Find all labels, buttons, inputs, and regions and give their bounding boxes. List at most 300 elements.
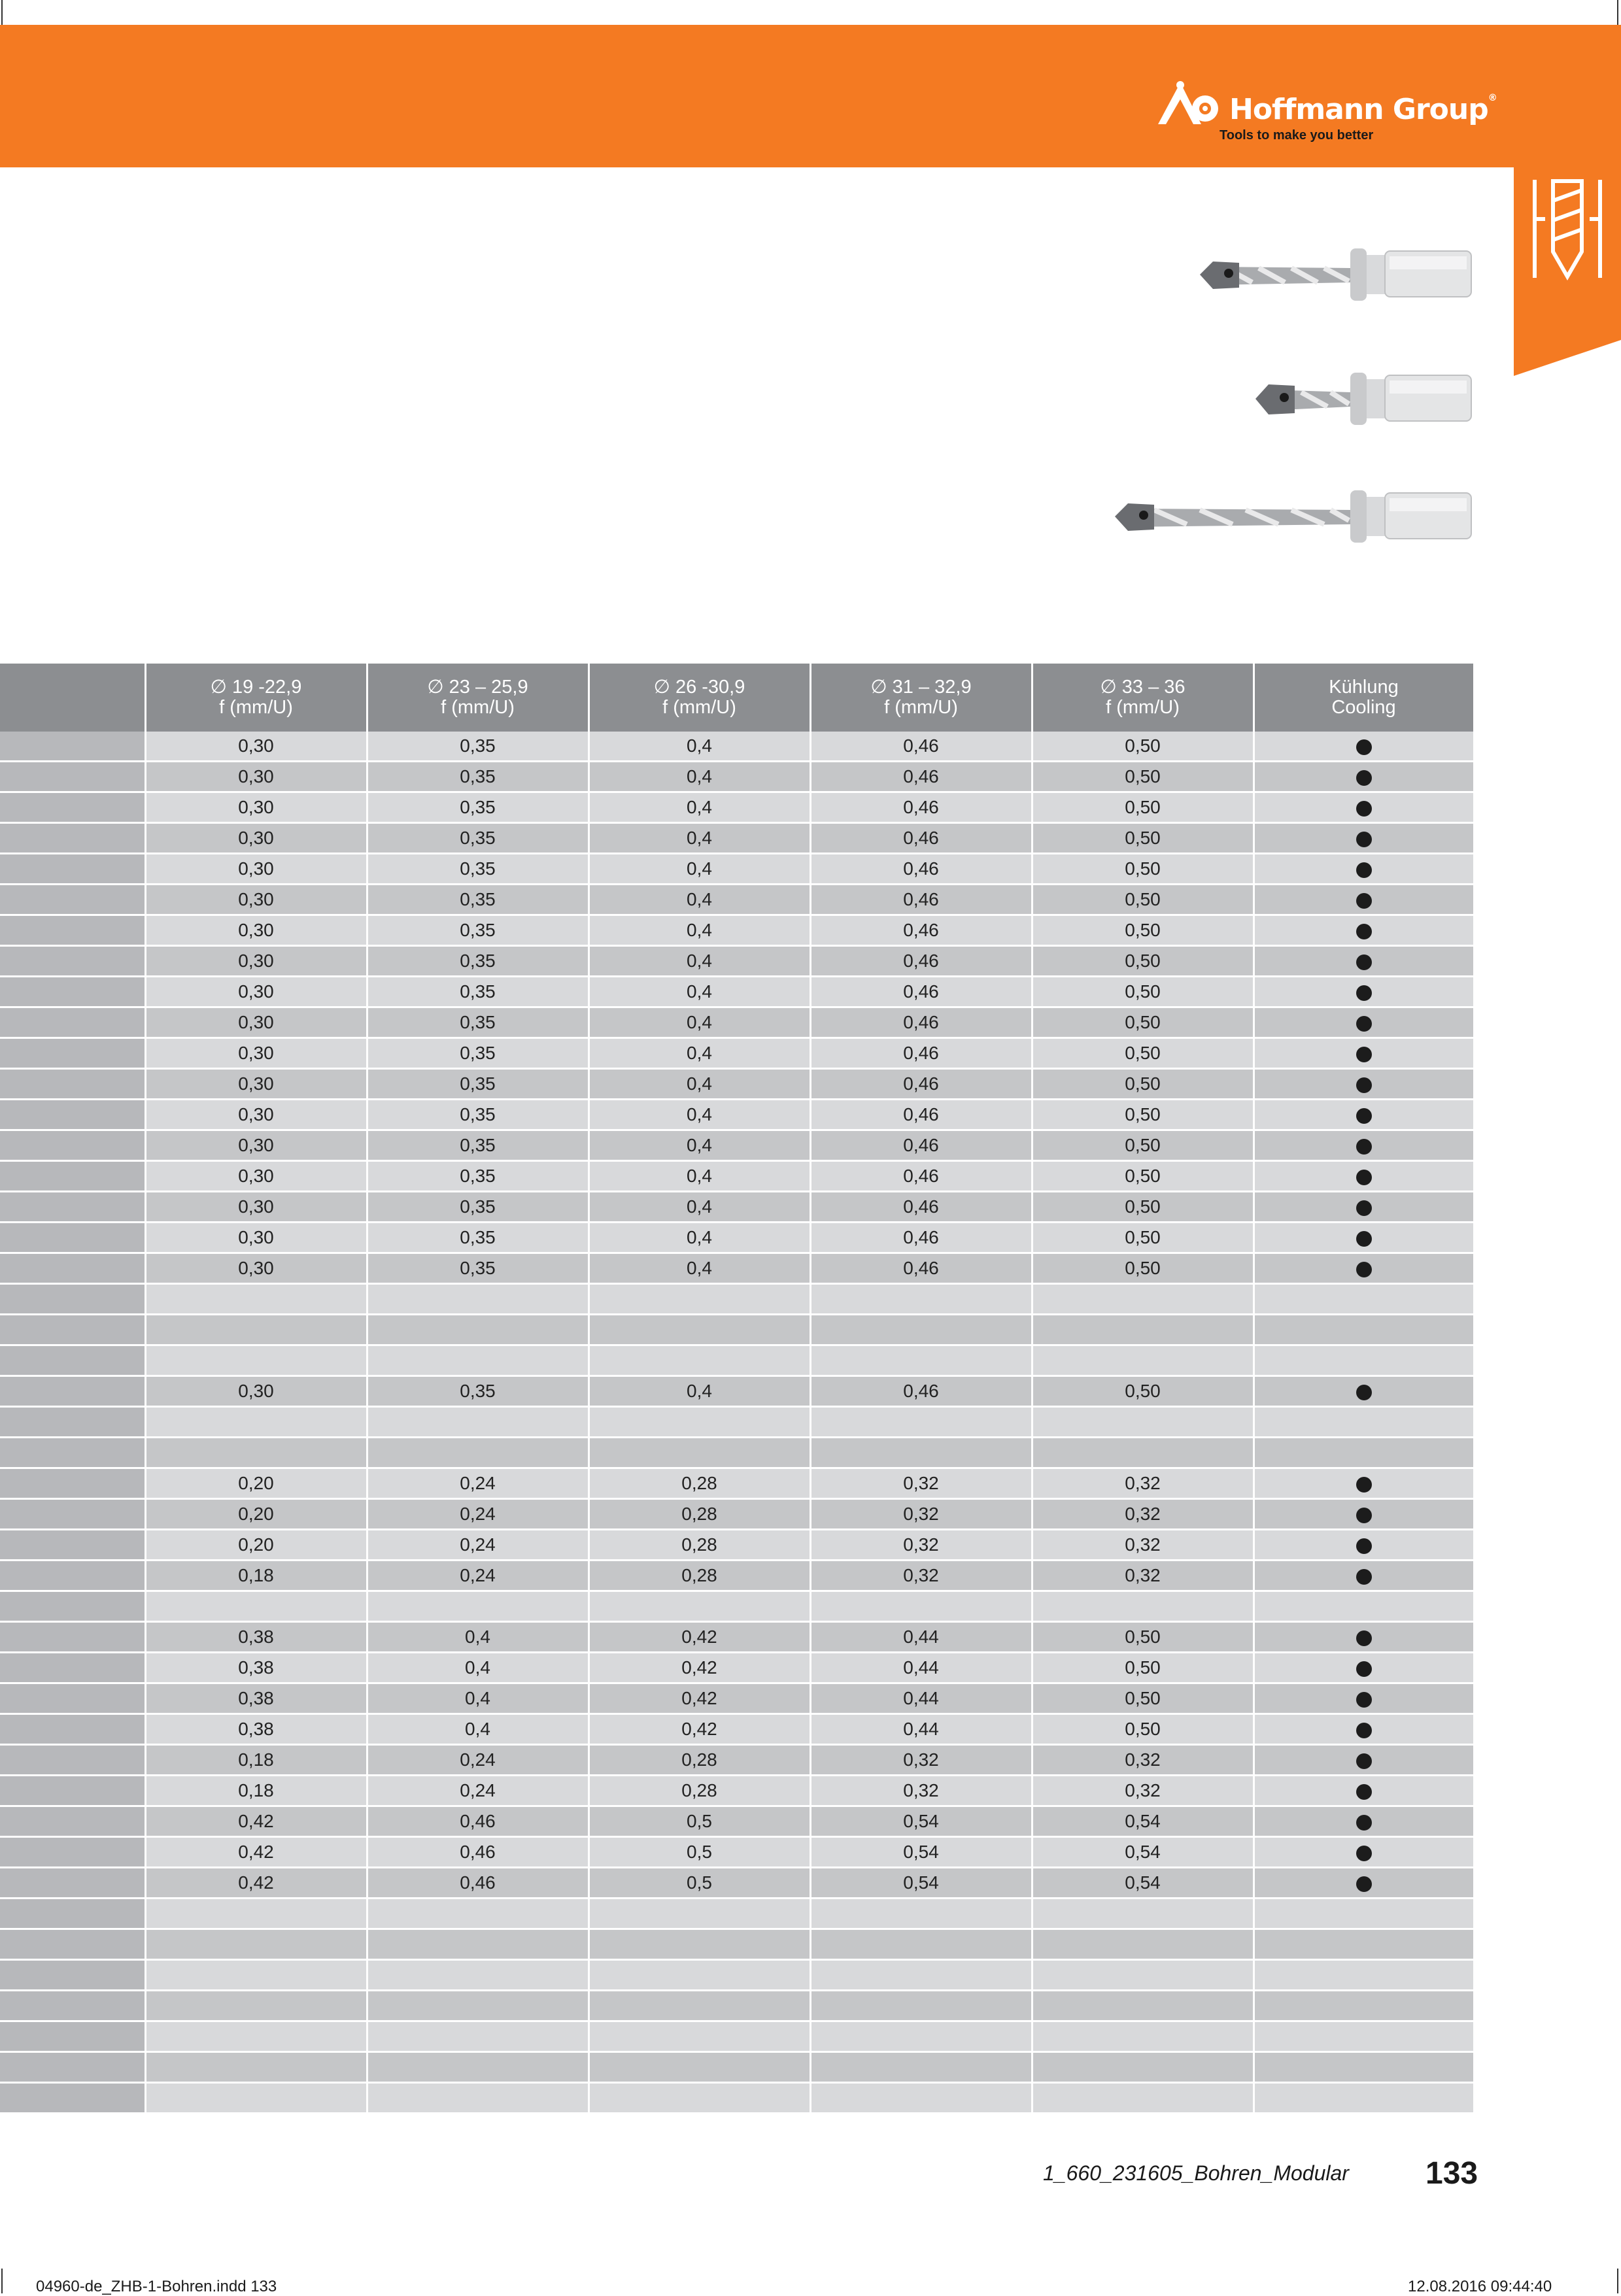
table-row — [0, 1468, 1474, 1499]
cooling-cell — [1254, 1038, 1474, 1069]
feed-value-cell: 0,54 — [810, 1868, 1032, 1899]
cooling-cell — [1254, 1069, 1474, 1100]
crop-mark-top-right — [1617, 0, 1618, 25]
cooling-cell — [1254, 1468, 1474, 1499]
feed-value-cell: 0,44 — [810, 1653, 1032, 1683]
cooling-cell — [1254, 915, 1474, 946]
page-number: 133 — [1425, 2156, 1478, 2191]
feed-value-cell: 0,4 — [589, 1161, 810, 1192]
row-label-cell — [0, 1192, 145, 1223]
row-label-cell — [0, 1622, 145, 1653]
cooling-dot-icon — [1356, 1139, 1372, 1155]
feed-value-cell: 0,24 — [367, 1561, 589, 1591]
feed-value-cell — [145, 1929, 367, 1960]
cooling-dot-icon — [1356, 1630, 1372, 1646]
hoffmann-logo-icon — [1154, 81, 1226, 133]
feed-value-cell: 0,42 — [589, 1714, 810, 1745]
table-row — [0, 854, 1474, 885]
cooling-cell — [1254, 1960, 1474, 1991]
cooling-cell — [1254, 823, 1474, 854]
feed-value-cell: 0,30 — [145, 792, 367, 823]
feed-value-cell: 0,38 — [145, 1714, 367, 1745]
feed-value-cell: 0,32 — [810, 1561, 1032, 1591]
feed-value-cell — [589, 1284, 810, 1315]
feed-value-cell: 0,46 — [810, 1376, 1032, 1407]
feed-value-cell — [810, 1591, 1032, 1622]
feed-value-cell — [1032, 2021, 1254, 2052]
row-label-cell — [0, 1468, 145, 1499]
cooling-dot-icon — [1356, 893, 1372, 909]
table-row — [0, 2021, 1474, 2052]
feed-value-cell: 0,4 — [589, 1192, 810, 1223]
feed-value-cell: 0,32 — [1032, 1499, 1254, 1530]
feed-value-cell: 0,35 — [367, 977, 589, 1007]
feed-value-cell: 0,38 — [145, 1653, 367, 1683]
feed-value-cell: 0,35 — [367, 1100, 589, 1130]
table-row — [0, 1161, 1474, 1192]
feed-value-cell — [589, 1929, 810, 1960]
cooling-dot-icon — [1356, 1108, 1372, 1124]
feed-value-cell: 0,35 — [367, 1223, 589, 1253]
cooling-cell — [1254, 1561, 1474, 1591]
feed-value-cell: 0,35 — [367, 1376, 589, 1407]
cooling-cell — [1254, 1929, 1474, 1960]
feed-value-cell: 0,35 — [367, 1161, 589, 1192]
feed-value-cell: 0,4 — [589, 946, 810, 977]
feed-value-cell — [1032, 1960, 1254, 1991]
row-label-cell — [0, 1683, 145, 1714]
table-row — [0, 1929, 1474, 1960]
feed-value-cell: 0,54 — [810, 1806, 1032, 1837]
cooling-cell — [1254, 1376, 1474, 1407]
row-label-cell — [0, 1284, 145, 1315]
feed-value-cell — [589, 1438, 810, 1468]
feed-value-cell: 0,50 — [1032, 1069, 1254, 1100]
feed-value-cell — [810, 1991, 1032, 2021]
feed-value-cell — [367, 1345, 589, 1376]
cooling-dot-icon — [1356, 1477, 1372, 1493]
header-cell-dia-31-32-9: ∅ 31 – 32,9 f (mm/U) — [810, 664, 1032, 732]
cooling-cell — [1254, 1007, 1474, 1038]
feed-value-cell — [810, 1960, 1032, 1991]
table-row — [0, 2052, 1474, 2083]
feed-value-cell: 0,4 — [589, 854, 810, 885]
cooling-dot-icon — [1356, 1846, 1372, 1861]
feed-value-cell — [367, 1991, 589, 2021]
table-row — [0, 885, 1474, 915]
feed-value-cell — [367, 2052, 589, 2083]
feed-value-cell — [145, 1284, 367, 1315]
feed-value-cell — [1032, 2083, 1254, 2114]
feed-value-cell — [589, 1315, 810, 1345]
cooling-cell — [1254, 977, 1474, 1007]
row-label-cell — [0, 1991, 145, 2021]
feed-value-cell: 0,50 — [1032, 1376, 1254, 1407]
cooling-cell — [1254, 1315, 1474, 1345]
row-label-cell — [0, 946, 145, 977]
row-label-cell — [0, 1161, 145, 1192]
feed-value-cell: 0,35 — [367, 1253, 589, 1284]
feed-value-cell — [810, 1315, 1032, 1345]
feed-value-cell — [810, 2021, 1032, 2052]
feed-value-cell: 0,35 — [367, 854, 589, 885]
chapter-tab — [1514, 167, 1621, 376]
cooling-dot-icon — [1356, 1508, 1372, 1523]
feed-value-cell: 0,5 — [589, 1868, 810, 1899]
feed-value-cell: 0,30 — [145, 1130, 367, 1161]
feed-value-cell: 0,30 — [145, 885, 367, 915]
table-row — [0, 1438, 1474, 1468]
table-row — [0, 1745, 1474, 1776]
cooling-dot-icon — [1356, 1784, 1372, 1800]
row-label-cell — [0, 1591, 145, 1622]
header-cell-cooling: Kühlung Cooling — [1254, 664, 1474, 732]
feed-value-cell: 0,30 — [145, 762, 367, 792]
feed-value-cell: 0,46 — [810, 1069, 1032, 1100]
feed-value-cell: 0,50 — [1032, 1683, 1254, 1714]
cooling-dot-icon — [1356, 1170, 1372, 1185]
cooling-dot-icon — [1356, 1723, 1372, 1738]
row-label-cell — [0, 823, 145, 854]
table-row — [0, 823, 1474, 854]
cooling-cell — [1254, 1438, 1474, 1468]
table-row — [0, 732, 1474, 762]
feed-value-cell — [1032, 1991, 1254, 2021]
table-row — [0, 946, 1474, 977]
feed-value-cell: 0,46 — [810, 915, 1032, 946]
feed-value-cell: 0,42 — [589, 1653, 810, 1683]
feed-value-cell: 0,30 — [145, 1038, 367, 1069]
feed-value-cell: 0,20 — [145, 1530, 367, 1561]
feed-value-cell: 0,4 — [589, 977, 810, 1007]
table-row — [0, 1806, 1474, 1837]
feed-value-cell — [810, 1407, 1032, 1438]
feed-value-cell: 0,35 — [367, 1038, 589, 1069]
cooling-dot-icon — [1356, 954, 1372, 970]
cooling-dot-icon — [1356, 770, 1372, 786]
feed-value-cell: 0,4 — [589, 915, 810, 946]
feed-value-cell — [1032, 1438, 1254, 1468]
cooling-dot-icon — [1356, 832, 1372, 847]
feed-value-cell: 0,4 — [589, 1007, 810, 1038]
feed-value-cell: 0,28 — [589, 1468, 810, 1499]
row-label-cell — [0, 1806, 145, 1837]
feed-value-cell: 0,35 — [367, 946, 589, 977]
feed-value-cell: 0,28 — [589, 1561, 810, 1591]
cooling-cell — [1254, 946, 1474, 977]
feed-value-cell: 0,54 — [1032, 1806, 1254, 1837]
cooling-cell — [1254, 854, 1474, 885]
feed-value-cell — [367, 1591, 589, 1622]
feed-value-cell: 0,32 — [810, 1499, 1032, 1530]
table-header-row — [0, 664, 1474, 732]
table-row — [0, 1991, 1474, 2021]
feed-value-cell: 0,35 — [367, 885, 589, 915]
feed-value-cell: 0,32 — [810, 1530, 1032, 1561]
feed-value-cell: 0,30 — [145, 1376, 367, 1407]
cooling-dot-icon — [1356, 801, 1372, 817]
cooling-cell — [1254, 1253, 1474, 1284]
row-label-cell — [0, 1561, 145, 1591]
feed-value-cell: 0,4 — [589, 1069, 810, 1100]
cooling-cell — [1254, 1223, 1474, 1253]
table-row — [0, 1345, 1474, 1376]
feed-value-cell: 0,32 — [1032, 1530, 1254, 1561]
table-row — [0, 1100, 1474, 1130]
table-row — [0, 1837, 1474, 1868]
cooling-cell — [1254, 1806, 1474, 1837]
row-label-cell — [0, 2052, 145, 2083]
feed-value-cell: 0,44 — [810, 1622, 1032, 1653]
feed-value-cell: 0,30 — [145, 977, 367, 1007]
feed-value-cell: 0,42 — [589, 1622, 810, 1653]
cooling-dot-icon — [1356, 1661, 1372, 1677]
feed-value-cell: 0,4 — [589, 1223, 810, 1253]
row-label-cell — [0, 1100, 145, 1130]
cooling-cell — [1254, 732, 1474, 762]
cooling-dot-icon — [1356, 1753, 1372, 1769]
feed-value-cell — [810, 2052, 1032, 2083]
feed-value-cell: 0,50 — [1032, 1130, 1254, 1161]
feed-value-cell: 0,35 — [367, 732, 589, 762]
feed-value-cell — [1032, 1899, 1254, 1929]
brand-name — [1229, 93, 1497, 126]
row-label-cell — [0, 1130, 145, 1161]
feed-rate-table — [0, 664, 1475, 2114]
cooling-dot-icon — [1356, 1876, 1372, 1892]
feed-value-cell: 0,32 — [1032, 1776, 1254, 1806]
drill-image-2 — [1255, 366, 1475, 431]
feed-value-cell: 0,28 — [589, 1745, 810, 1776]
feed-value-cell: 0,30 — [145, 854, 367, 885]
table-row — [0, 762, 1474, 792]
row-label-cell — [0, 915, 145, 946]
feed-value-cell — [810, 2083, 1032, 2114]
feed-value-cell: 0,50 — [1032, 1192, 1254, 1223]
feed-value-cell — [1032, 1591, 1254, 1622]
feed-value-cell: 0,30 — [145, 823, 367, 854]
cooling-cell — [1254, 1837, 1474, 1868]
table-row — [0, 1223, 1474, 1253]
row-label-cell — [0, 2021, 145, 2052]
feed-value-cell — [145, 1315, 367, 1345]
feed-value-cell: 0,4 — [589, 792, 810, 823]
feed-value-cell: 0,50 — [1032, 1622, 1254, 1653]
feed-value-cell — [367, 2021, 589, 2052]
feed-value-cell — [367, 2083, 589, 2114]
feed-value-cell: 0,50 — [1032, 1653, 1254, 1683]
feed-value-cell — [810, 1438, 1032, 1468]
feed-value-cell — [1032, 1929, 1254, 1960]
brand-reg-mark: ® — [1488, 93, 1497, 103]
feed-value-cell: 0,24 — [367, 1499, 589, 1530]
feed-value-cell: 0,4 — [589, 1376, 810, 1407]
row-label-cell — [0, 1837, 145, 1868]
feed-value-cell: 0,30 — [145, 1223, 367, 1253]
feed-value-cell: 0,30 — [145, 732, 367, 762]
cooling-cell — [1254, 1499, 1474, 1530]
row-label-cell — [0, 732, 145, 762]
feed-value-cell: 0,32 — [1032, 1745, 1254, 1776]
feed-value-cell — [1032, 2052, 1254, 2083]
feed-value-cell — [145, 1899, 367, 1929]
table-row — [0, 1899, 1474, 1929]
crop-mark-bottom-right — [1617, 2269, 1618, 2293]
table-row — [0, 792, 1474, 823]
feed-value-cell: 0,54 — [1032, 1868, 1254, 1899]
feed-value-cell: 0,35 — [367, 762, 589, 792]
row-label-cell — [0, 1653, 145, 1683]
table-row — [0, 2083, 1474, 2114]
feed-value-cell: 0,50 — [1032, 885, 1254, 915]
table-row — [0, 1591, 1474, 1622]
table-row — [0, 1038, 1474, 1069]
table-row — [0, 1007, 1474, 1038]
feed-value-cell: 0,4 — [589, 1100, 810, 1130]
table-row — [0, 1069, 1474, 1100]
feed-value-cell: 0,46 — [810, 885, 1032, 915]
row-label-cell — [0, 1530, 145, 1561]
print-slug-date: 12.08.2016 09:44:40 — [1408, 2278, 1552, 2295]
feed-value-cell: 0,50 — [1032, 823, 1254, 854]
feed-value-cell: 0,54 — [810, 1837, 1032, 1868]
cooling-dot-icon — [1356, 1815, 1372, 1831]
feed-value-cell — [145, 1438, 367, 1468]
document-reference: 1_660_231605_Bohren_Modular — [1043, 2161, 1349, 2185]
feed-value-cell — [145, 2052, 367, 2083]
feed-value-cell: 0,50 — [1032, 977, 1254, 1007]
feed-value-cell: 0,4 — [589, 823, 810, 854]
feed-value-cell — [810, 1929, 1032, 1960]
feed-value-cell: 0,46 — [367, 1806, 589, 1837]
feed-value-cell: 0,46 — [810, 732, 1032, 762]
feed-value-cell: 0,42 — [145, 1868, 367, 1899]
crop-mark-top-left — [1, 0, 3, 25]
feed-value-cell — [145, 1991, 367, 2021]
feed-value-cell: 0,50 — [1032, 915, 1254, 946]
feed-value-cell: 0,50 — [1032, 946, 1254, 977]
feed-value-cell: 0,32 — [810, 1776, 1032, 1806]
feed-value-cell: 0,5 — [589, 1837, 810, 1868]
feed-value-cell: 0,50 — [1032, 732, 1254, 762]
table-row — [0, 1776, 1474, 1806]
cooling-cell — [1254, 1745, 1474, 1776]
cooling-cell — [1254, 1899, 1474, 1929]
row-label-cell — [0, 885, 145, 915]
feed-value-cell — [589, 2021, 810, 2052]
feed-value-cell: 0,4 — [589, 885, 810, 915]
feed-value-cell: 0,42 — [589, 1683, 810, 1714]
feed-value-cell: 0,46 — [810, 762, 1032, 792]
brand-logo — [1154, 78, 1497, 150]
feed-value-cell: 0,50 — [1032, 1253, 1254, 1284]
feed-value-cell: 0,18 — [145, 1776, 367, 1806]
feed-value-cell: 0,50 — [1032, 1223, 1254, 1253]
feed-value-cell: 0,30 — [145, 915, 367, 946]
feed-value-cell: 0,30 — [145, 1100, 367, 1130]
feed-value-cell: 0,20 — [145, 1499, 367, 1530]
cooling-cell — [1254, 762, 1474, 792]
feed-value-cell: 0,46 — [810, 1038, 1032, 1069]
cooling-cell — [1254, 1192, 1474, 1223]
table-row — [0, 977, 1474, 1007]
feed-value-cell — [367, 1438, 589, 1468]
row-label-cell — [0, 1438, 145, 1468]
cooling-cell — [1254, 1407, 1474, 1438]
row-label-cell — [0, 1499, 145, 1530]
feed-value-cell: 0,30 — [145, 946, 367, 977]
feed-value-cell: 0,38 — [145, 1622, 367, 1653]
row-label-cell — [0, 1315, 145, 1345]
cooling-dot-icon — [1356, 862, 1372, 878]
row-label-cell — [0, 1007, 145, 1038]
feed-value-cell — [1032, 1284, 1254, 1315]
row-label-cell — [0, 1899, 145, 1929]
cooling-cell — [1254, 1591, 1474, 1622]
cooling-cell — [1254, 1161, 1474, 1192]
feed-value-cell — [589, 2083, 810, 2114]
feed-value-cell: 0,46 — [810, 1253, 1032, 1284]
row-label-cell — [0, 1223, 145, 1253]
feed-value-cell: 0,30 — [145, 1192, 367, 1223]
feed-value-cell: 0,24 — [367, 1745, 589, 1776]
cooling-dot-icon — [1356, 1016, 1372, 1032]
row-label-cell — [0, 854, 145, 885]
feed-value-cell — [589, 1345, 810, 1376]
feed-value-cell: 0,4 — [367, 1683, 589, 1714]
feed-value-cell: 0,50 — [1032, 1714, 1254, 1745]
feed-value-cell: 0,44 — [810, 1714, 1032, 1745]
feed-value-cell — [1032, 1345, 1254, 1376]
print-slug-file: 04960-de_ZHB-1-Bohren.indd 133 — [36, 2278, 277, 2295]
feed-value-cell: 0,35 — [367, 823, 589, 854]
feed-value-cell — [367, 1315, 589, 1345]
cooling-cell — [1254, 1100, 1474, 1130]
cooling-dot-icon — [1356, 1538, 1372, 1554]
row-label-cell — [0, 1776, 145, 1806]
row-label-cell — [0, 2083, 145, 2114]
cooling-cell — [1254, 1683, 1474, 1714]
feed-value-cell — [589, 1591, 810, 1622]
feed-value-cell: 0,38 — [145, 1683, 367, 1714]
row-label-cell — [0, 1929, 145, 1960]
header-cell-blank — [0, 664, 145, 732]
cooling-cell — [1254, 1530, 1474, 1561]
feed-value-cell: 0,50 — [1032, 854, 1254, 885]
feed-value-cell: 0,50 — [1032, 1100, 1254, 1130]
cooling-cell — [1254, 1714, 1474, 1745]
cooling-cell — [1254, 1776, 1474, 1806]
feed-value-cell: 0,24 — [367, 1776, 589, 1806]
feed-value-cell: 0,30 — [145, 1253, 367, 1284]
table-row — [0, 1284, 1474, 1315]
table-row — [0, 1407, 1474, 1438]
cooling-dot-icon — [1356, 985, 1372, 1001]
feed-value-cell: 0,30 — [145, 1007, 367, 1038]
table-row — [0, 1130, 1474, 1161]
feed-value-cell: 0,46 — [810, 854, 1032, 885]
table-row — [0, 1653, 1474, 1683]
feed-value-cell — [367, 1929, 589, 1960]
crop-mark-bottom-left — [1, 2269, 3, 2293]
feed-value-cell: 0,46 — [367, 1868, 589, 1899]
feed-value-cell: 0,24 — [367, 1530, 589, 1561]
row-label-cell — [0, 1745, 145, 1776]
cooling-dot-icon — [1356, 1047, 1372, 1062]
feed-value-cell — [589, 1991, 810, 2021]
feed-value-cell: 0,35 — [367, 1130, 589, 1161]
feed-value-cell: 0,46 — [810, 1223, 1032, 1253]
